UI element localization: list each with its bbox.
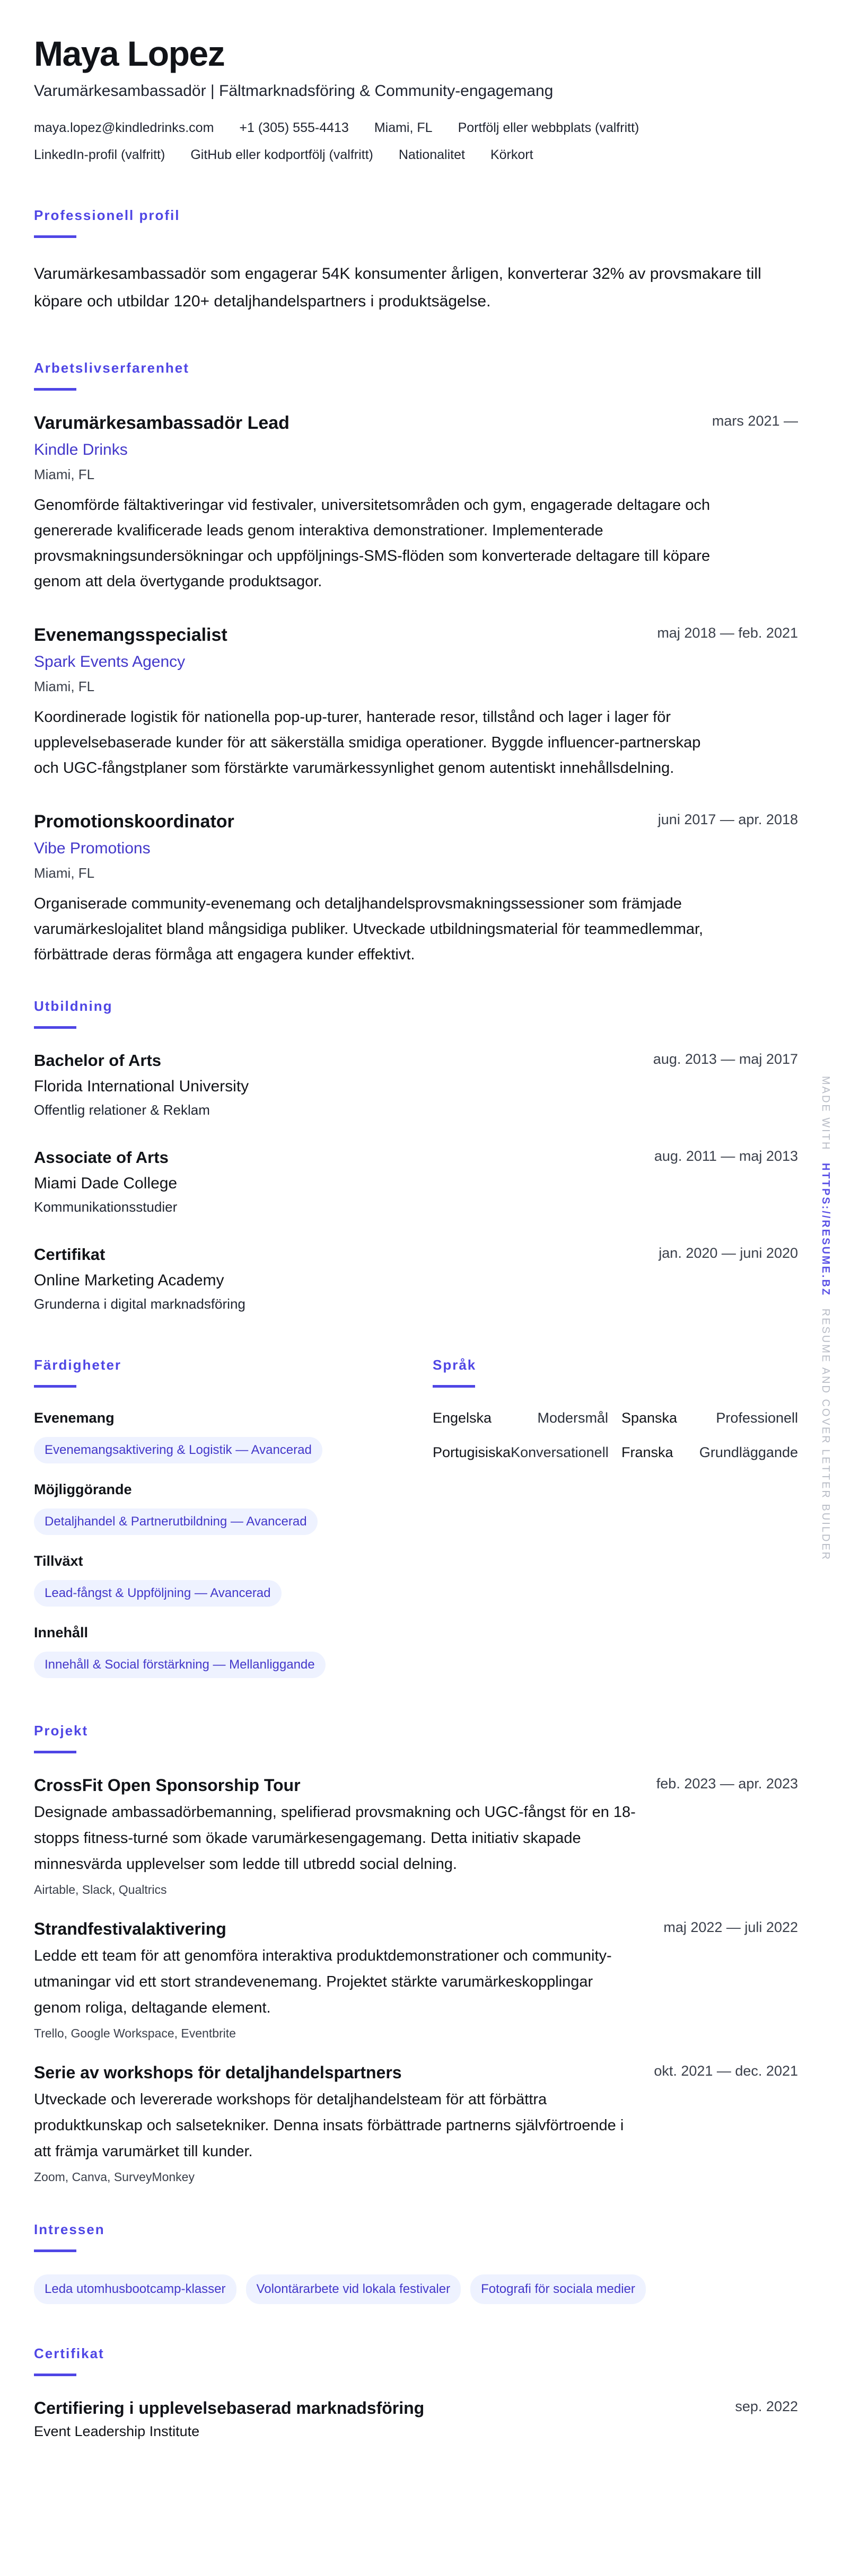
contact-phone: +1 (305) 555-4413	[239, 120, 349, 136]
project-description: Utveckade och levererade workshops för detaljhandelsteam för att förbättra produktkunskap och salsetekniker. Denna insats förbättrade partnerns självförtroende i att främja varumärket till kunder.	[34, 2091, 624, 2160]
company-name: Kindle Drinks	[34, 441, 128, 459]
project-date: maj 2022 — juli 2022	[663, 1919, 798, 1936]
job-description: Organiserade community-evenemang och detaljhandelsprovsmakningssessioner som främjade varumärkeslojalitet bland mångsidiga publiker. Utveckade utbildningsmaterial för teammedlemmar, förbättrade deras förmåga att engagera kunder effektivt.	[34, 895, 704, 964]
skill-group	[34, 1410, 433, 1463]
contact-github[interactable]: GitHub eller kodportfölj (valfritt)	[190, 147, 373, 163]
project-date: okt. 2021 — dec. 2021	[654, 2063, 798, 2079]
interest-pill: Leda utomhusbootcamp-klasser	[34, 2274, 236, 2304]
experience-entry	[34, 625, 798, 781]
skill-category: Innehåll	[34, 1625, 89, 1641]
certificates-section	[34, 2345, 798, 2440]
education-entry	[34, 1148, 798, 1215]
contact-linkedin[interactable]: LinkedIn-profil (valfritt)	[34, 147, 165, 163]
interests-section	[34, 2221, 798, 2304]
watermark-link[interactable]: HTTPS://RESUME.BZ	[820, 1163, 831, 1297]
resume-header	[34, 33, 798, 163]
company-name: Vibe Promotions	[34, 840, 151, 858]
skill-group	[34, 1553, 433, 1607]
job-description: Koordinerade logistik för nationella pop-up-turer, hanterade resor, tillstånd och lager i lager för upplevelsebaserade kunder för att säkerställa smidiga operationer. Byggde influencer-partnerskap och UGC-fångstplaner som förstärkte varumärkessynlighet genom autentiskt innehållsdelning.	[34, 709, 701, 777]
language-name: Portugisiska	[433, 1444, 511, 1461]
section-divider	[34, 2374, 76, 2376]
section-divider	[34, 1751, 76, 1753]
school-name: Miami Dade College	[34, 1175, 178, 1193]
language-name: Engelska	[433, 1410, 492, 1426]
profile-section	[34, 207, 798, 315]
language-name: Spanska	[621, 1410, 678, 1426]
skill-category: Möjliggörande	[34, 1481, 132, 1498]
section-title: Språk	[433, 1357, 477, 1373]
language-list	[433, 1410, 798, 1461]
job-title: Evenemangsspecialist	[34, 625, 227, 646]
experience-entry	[34, 413, 798, 594]
education-date: aug. 2013 — maj 2017	[653, 1051, 798, 1068]
languages-section	[433, 1357, 798, 1696]
project-description: Ledde ett team för att genomföra interaktiva produktdemonstrationer och community-utmaningar vid ett stort strandevenemang. Projektet stärkte varumärkeskopplingar genom roliga, deltagande element.	[34, 1947, 612, 2017]
section-divider	[34, 1026, 76, 1029]
field-of-study: Grunderna i digital marknadsföring	[34, 1296, 245, 1312]
section-title: Utbildning	[34, 998, 113, 1014]
school-name: Online Marketing Academy	[34, 1272, 224, 1290]
skill-pill: Evenemangsaktivering & Logistik — Avancerad	[34, 1437, 322, 1463]
projects-section	[34, 1723, 798, 2184]
project-title: Serie av workshops för detaljhandelspartners	[34, 2063, 402, 2083]
certificate-entry	[34, 2398, 798, 2440]
language-level: Konversationell	[511, 1444, 609, 1461]
field-of-study: Offentlig relationer & Reklam	[34, 1102, 210, 1118]
certificate-title: Certifiering i upplevelsebaserad marknadsföring	[34, 2398, 425, 2418]
language-item	[621, 1410, 798, 1426]
contact-portfolio[interactable]: Portfölj eller webbplats (valfritt)	[458, 120, 639, 136]
section-title: Intressen	[34, 2221, 105, 2238]
interest-list	[34, 2274, 798, 2304]
contact-list	[34, 120, 744, 163]
language-item	[433, 1444, 608, 1461]
language-name: Franska	[621, 1444, 673, 1461]
section-title: Certifikat	[34, 2345, 104, 2362]
job-description: Genomförde fältaktiveringar vid festivaler, universitetsområden och gym, engagerade deltagare och genererade kvalificerade leads genom interaktiva demonstrationer. Implementerade provsmakningsundersökningar och uppföljnings-SMS-flöden som konverterade deltagare till köpare genom att dela övertygande produktsagor.	[34, 497, 711, 590]
language-item	[433, 1410, 608, 1426]
project-title: Strandfestivalaktivering	[34, 1919, 226, 1939]
project-tools: Zoom, Canva, SurveyMonkey	[34, 2170, 195, 2184]
education-entry	[34, 1051, 798, 1118]
language-level: Grundläggande	[699, 1444, 798, 1461]
skill-group	[34, 1481, 433, 1535]
contact-email[interactable]: maya.lopez@kindledrinks.com	[34, 120, 214, 136]
project-entry	[34, 1919, 798, 2041]
skill-category: Evenemang	[34, 1410, 115, 1426]
certificate-date: sep. 2022	[735, 2398, 798, 2415]
project-tools: Airtable, Slack, Qualtrics	[34, 1883, 167, 1897]
skill-pill: Lead-fångst & Uppföljning — Avancerad	[34, 1580, 282, 1607]
field-of-study: Kommunikationsstudier	[34, 1199, 178, 1215]
job-title: Varumärkesambassadör Lead	[34, 413, 290, 434]
section-title: Projekt	[34, 1723, 89, 1739]
skill-category: Tillväxt	[34, 1553, 83, 1569]
job-date: mars 2021 —	[712, 413, 798, 429]
language-item	[621, 1444, 798, 1461]
project-date: feb. 2023 — apr. 2023	[656, 1776, 798, 1792]
project-title: CrossFit Open Sponsorship Tour	[34, 1776, 301, 1795]
watermark-prefix: MADE WITH	[820, 1076, 831, 1151]
experience-section	[34, 360, 798, 967]
education-date: aug. 2011 — maj 2013	[654, 1148, 798, 1165]
project-entry	[34, 2063, 798, 2184]
project-description: Designade ambassadörbemanning, spelifierad provsmakning och UGC-fångst för en 18-stopps fitness-turné som ökade varumärkesengagemang. Detta initiativ skapade minnesvärda upplevelser som ledde till utbredd social delning.	[34, 1804, 636, 1873]
degree: Associate of Arts	[34, 1148, 169, 1167]
section-title: Färdigheter	[34, 1357, 122, 1373]
job-location: Miami, FL	[34, 466, 95, 483]
contact-license: Körkort	[490, 147, 533, 163]
section-divider	[433, 1385, 475, 1388]
section-divider	[34, 388, 76, 391]
job-location: Miami, FL	[34, 865, 95, 881]
headline: Varumärkesambassadör | Fältmarknadsföring & Community-engagemang	[34, 82, 554, 100]
education-section	[34, 998, 798, 1312]
project-entry	[34, 1776, 798, 1897]
experience-entry	[34, 811, 798, 967]
company-name: Spark Events Agency	[34, 653, 186, 671]
job-date: maj 2018 — feb. 2021	[657, 625, 798, 641]
skill-pill: Innehåll & Social förstärkning — Mellanliggande	[34, 1652, 326, 1678]
job-date: juni 2017 — apr. 2018	[657, 811, 798, 828]
builder-watermark	[810, 1076, 831, 1561]
candidate-name: Maya Lopez	[34, 34, 225, 73]
skill-group	[34, 1625, 433, 1678]
project-tools: Trello, Google Workspace, Eventbrite	[34, 2026, 236, 2041]
school-name: Florida International University	[34, 1078, 249, 1096]
section-title: Arbetslivserfarenhet	[34, 360, 189, 376]
contact-location: Miami, FL	[374, 120, 433, 136]
profile-summary: Varumärkesambassadör som engagerar 54K konsumenter årligen, konverterar 32% av provsmakare till köpare och utbildar 120+ detaljhandelspartners i produktsägelse.	[34, 265, 761, 311]
contact-nationality: Nationalitet	[398, 147, 465, 163]
skills-languages-row	[34, 1357, 798, 1696]
education-date: jan. 2020 — juni 2020	[659, 1245, 798, 1261]
watermark-suffix: RESUME AND COVER LETTER BUILDER	[820, 1308, 831, 1562]
section-title: Professionell profil	[34, 207, 180, 224]
education-entry	[34, 1245, 798, 1312]
language-level: Professionell	[716, 1410, 798, 1426]
interest-pill: Fotografi för sociala medier	[470, 2274, 646, 2304]
skills-section	[34, 1357, 433, 1696]
job-title: Promotionskoordinator	[34, 811, 234, 832]
certificate-issuer: Event Leadership Institute	[34, 2423, 200, 2440]
section-divider	[34, 2249, 76, 2252]
job-location: Miami, FL	[34, 678, 95, 695]
section-divider	[34, 1385, 76, 1388]
interest-pill: Volontärarbete vid lokala festivaler	[246, 2274, 461, 2304]
skill-pill: Detaljhandel & Partnerutbildning — Avancerad	[34, 1508, 318, 1535]
degree: Certifikat	[34, 1245, 106, 1264]
section-divider	[34, 235, 76, 238]
degree: Bachelor of Arts	[34, 1051, 162, 1070]
language-level: Modersmål	[537, 1410, 608, 1426]
